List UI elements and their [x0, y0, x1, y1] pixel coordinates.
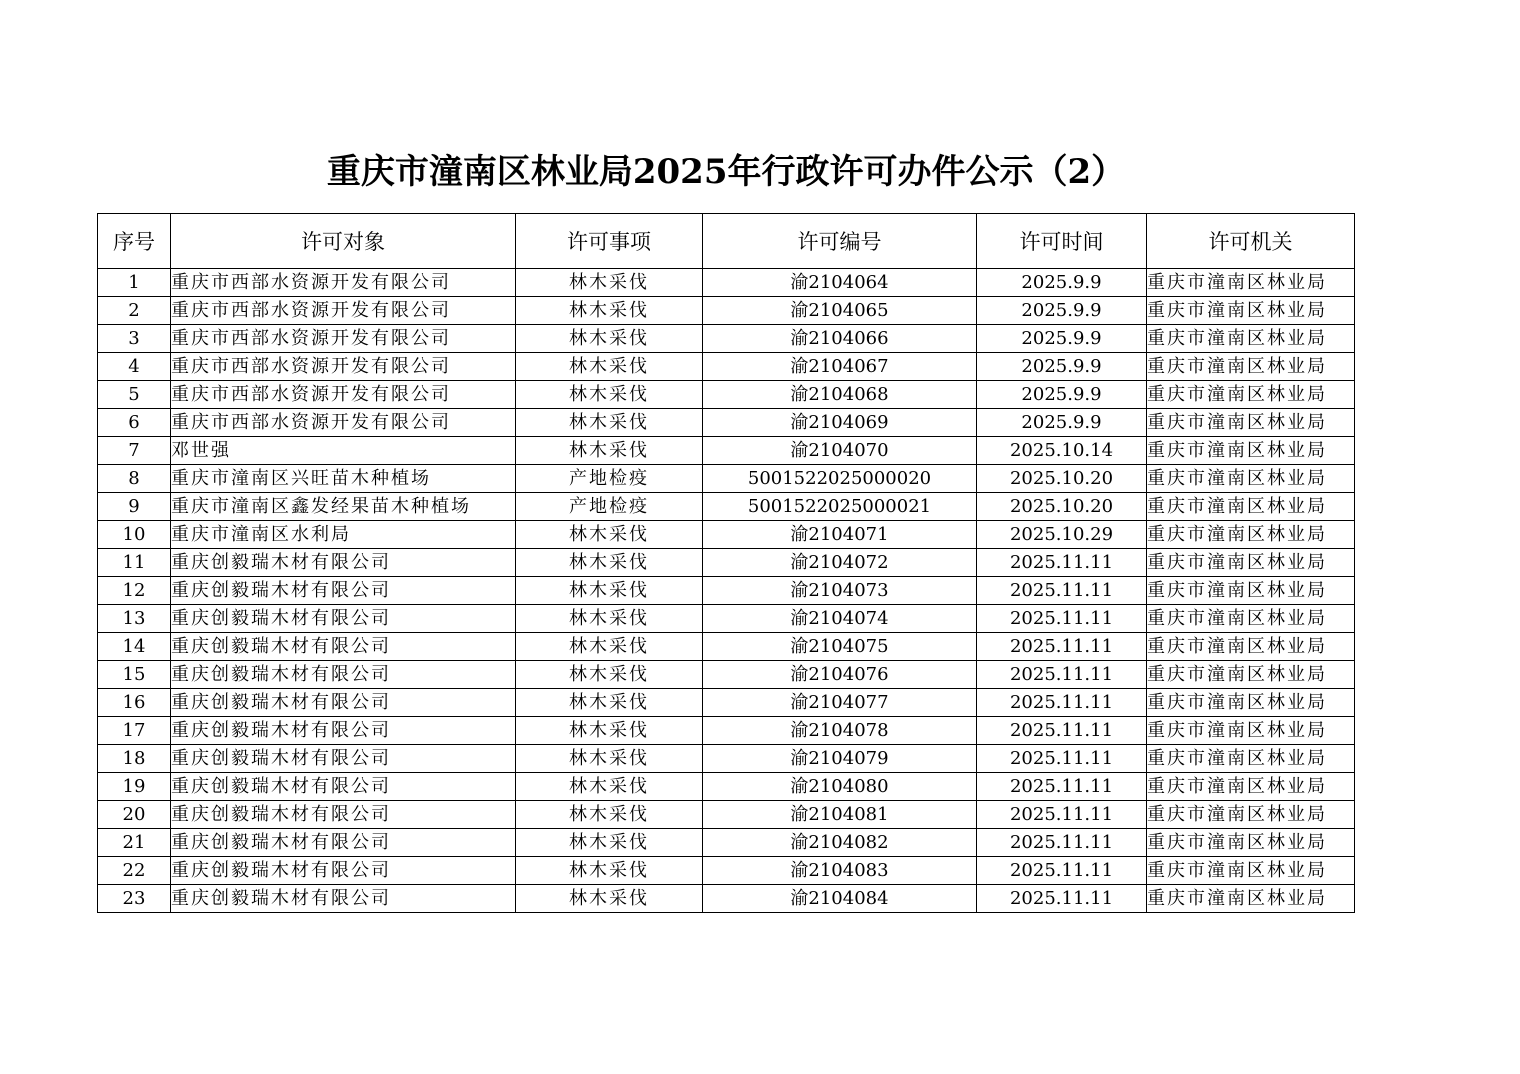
cell-index: 14: [98, 633, 171, 661]
cell-item: 林木采伐: [516, 409, 703, 437]
cell-authority: 重庆市潼南区林业局: [1147, 409, 1355, 437]
cell-item: 林木采伐: [516, 717, 703, 745]
cell-authority: 重庆市潼南区林业局: [1147, 745, 1355, 773]
cell-date: 2025.9.9: [977, 353, 1147, 381]
cell-object: 重庆创毅瑞木材有限公司: [171, 661, 516, 689]
cell-number: 渝2104064: [703, 269, 977, 297]
cell-object: 重庆市西部水资源开发有限公司: [171, 297, 516, 325]
cell-object: 重庆创毅瑞木材有限公司: [171, 857, 516, 885]
cell-object: 重庆创毅瑞木材有限公司: [171, 633, 516, 661]
cell-number: 5001522025000021: [703, 493, 977, 521]
cell-item: 林木采伐: [516, 801, 703, 829]
cell-date: 2025.11.11: [977, 829, 1147, 857]
cell-index: 18: [98, 745, 171, 773]
cell-index: 22: [98, 857, 171, 885]
header-object: 许可对象: [171, 214, 516, 269]
cell-date: 2025.10.14: [977, 437, 1147, 465]
cell-item: 林木采伐: [516, 829, 703, 857]
cell-object: 重庆市西部水资源开发有限公司: [171, 353, 516, 381]
cell-item: 林木采伐: [516, 437, 703, 465]
cell-number: 渝2104073: [703, 577, 977, 605]
cell-authority: 重庆市潼南区林业局: [1147, 521, 1355, 549]
cell-date: 2025.11.11: [977, 745, 1147, 773]
cell-authority: 重庆市潼南区林业局: [1147, 689, 1355, 717]
cell-object: 重庆创毅瑞木材有限公司: [171, 829, 516, 857]
cell-item: 林木采伐: [516, 325, 703, 353]
cell-object: 重庆市潼南区兴旺苗木种植场: [171, 465, 516, 493]
cell-object: 重庆创毅瑞木材有限公司: [171, 773, 516, 801]
cell-date: 2025.11.11: [977, 857, 1147, 885]
cell-item: 林木采伐: [516, 297, 703, 325]
table-row: [98, 297, 1355, 325]
cell-index: 15: [98, 661, 171, 689]
cell-date: 2025.10.20: [977, 465, 1147, 493]
cell-object: 重庆创毅瑞木材有限公司: [171, 549, 516, 577]
cell-date: 2025.9.9: [977, 297, 1147, 325]
cell-object: 重庆创毅瑞木材有限公司: [171, 605, 516, 633]
cell-index: 19: [98, 773, 171, 801]
cell-index: 11: [98, 549, 171, 577]
table-row: [98, 885, 1355, 913]
cell-number: 渝2104081: [703, 801, 977, 829]
cell-item: 林木采伐: [516, 661, 703, 689]
cell-date: 2025.11.11: [977, 717, 1147, 745]
cell-date: 2025.11.11: [977, 605, 1147, 633]
header-date: 许可时间: [977, 214, 1147, 269]
cell-date: 2025.11.11: [977, 633, 1147, 661]
cell-date: 2025.11.11: [977, 549, 1147, 577]
table-row: [98, 605, 1355, 633]
cell-item: 林木采伐: [516, 521, 703, 549]
cell-number: 渝2104075: [703, 633, 977, 661]
table-row: [98, 661, 1355, 689]
cell-index: 21: [98, 829, 171, 857]
cell-authority: 重庆市潼南区林业局: [1147, 297, 1355, 325]
cell-authority: 重庆市潼南区林业局: [1147, 493, 1355, 521]
table-row: [98, 577, 1355, 605]
cell-object: 重庆市西部水资源开发有限公司: [171, 269, 516, 297]
table-row: [98, 521, 1355, 549]
cell-authority: 重庆市潼南区林业局: [1147, 437, 1355, 465]
cell-item: 林木采伐: [516, 269, 703, 297]
cell-number: 渝2104080: [703, 773, 977, 801]
cell-authority: 重庆市潼南区林业局: [1147, 661, 1355, 689]
cell-index: 4: [98, 353, 171, 381]
cell-date: 2025.11.11: [977, 661, 1147, 689]
cell-object: 重庆市西部水资源开发有限公司: [171, 325, 516, 353]
cell-index: 20: [98, 801, 171, 829]
cell-index: 16: [98, 689, 171, 717]
cell-number: 渝2104066: [703, 325, 977, 353]
cell-index: 9: [98, 493, 171, 521]
cell-item: 林木采伐: [516, 885, 703, 913]
table-body: [98, 269, 1355, 913]
cell-authority: 重庆市潼南区林业局: [1147, 801, 1355, 829]
cell-authority: 重庆市潼南区林业局: [1147, 381, 1355, 409]
cell-object: 重庆市潼南区鑫发经果苗木种植场: [171, 493, 516, 521]
cell-date: 2025.11.11: [977, 577, 1147, 605]
cell-index: 10: [98, 521, 171, 549]
cell-item: 产地检疫: [516, 465, 703, 493]
cell-object: 重庆市潼南区水利局: [171, 521, 516, 549]
table-row: [98, 381, 1355, 409]
cell-authority: 重庆市潼南区林业局: [1147, 857, 1355, 885]
cell-number: 渝2104065: [703, 297, 977, 325]
cell-item: 林木采伐: [516, 353, 703, 381]
cell-number: 渝2104082: [703, 829, 977, 857]
cell-authority: 重庆市潼南区林业局: [1147, 633, 1355, 661]
table-row: [98, 549, 1355, 577]
cell-authority: 重庆市潼南区林业局: [1147, 829, 1355, 857]
cell-item: 林木采伐: [516, 773, 703, 801]
cell-item: 林木采伐: [516, 857, 703, 885]
cell-date: 2025.10.20: [977, 493, 1147, 521]
cell-index: 5: [98, 381, 171, 409]
header-index: 序号: [98, 214, 171, 269]
cell-date: 2025.10.29: [977, 521, 1147, 549]
header-number: 许可编号: [703, 214, 977, 269]
table-row: [98, 717, 1355, 745]
cell-number: 渝2104070: [703, 437, 977, 465]
cell-number: 渝2104083: [703, 857, 977, 885]
cell-number: 渝2104084: [703, 885, 977, 913]
cell-number: 渝2104072: [703, 549, 977, 577]
table-row: [98, 325, 1355, 353]
cell-authority: 重庆市潼南区林业局: [1147, 353, 1355, 381]
table-row: [98, 633, 1355, 661]
cell-number: 渝2104068: [703, 381, 977, 409]
cell-item: 林木采伐: [516, 633, 703, 661]
table-row: [98, 829, 1355, 857]
cell-authority: 重庆市潼南区林业局: [1147, 885, 1355, 913]
cell-object: 重庆创毅瑞木材有限公司: [171, 717, 516, 745]
cell-item: 林木采伐: [516, 577, 703, 605]
cell-authority: 重庆市潼南区林业局: [1147, 577, 1355, 605]
table-row: [98, 773, 1355, 801]
cell-object: 邓世强: [171, 437, 516, 465]
cell-authority: 重庆市潼南区林业局: [1147, 269, 1355, 297]
cell-date: 2025.11.11: [977, 773, 1147, 801]
cell-object: 重庆市西部水资源开发有限公司: [171, 381, 516, 409]
cell-date: 2025.9.9: [977, 409, 1147, 437]
cell-index: 23: [98, 885, 171, 913]
header-authority: 许可机关: [1147, 214, 1355, 269]
cell-index: 13: [98, 605, 171, 633]
cell-number: 5001522025000020: [703, 465, 977, 493]
cell-number: 渝2104079: [703, 745, 977, 773]
table-row: [98, 493, 1355, 521]
cell-number: 渝2104077: [703, 689, 977, 717]
cell-index: 2: [98, 297, 171, 325]
table-row: [98, 353, 1355, 381]
cell-date: 2025.9.9: [977, 325, 1147, 353]
table-row: [98, 409, 1355, 437]
cell-number: 渝2104078: [703, 717, 977, 745]
cell-authority: 重庆市潼南区林业局: [1147, 465, 1355, 493]
cell-index: 6: [98, 409, 171, 437]
cell-date: 2025.9.9: [977, 381, 1147, 409]
cell-date: 2025.11.11: [977, 689, 1147, 717]
cell-authority: 重庆市潼南区林业局: [1147, 325, 1355, 353]
table-row: [98, 689, 1355, 717]
cell-index: 7: [98, 437, 171, 465]
cell-index: 1: [98, 269, 171, 297]
cell-number: 渝2104076: [703, 661, 977, 689]
cell-date: 2025.9.9: [977, 269, 1147, 297]
cell-item: 林木采伐: [516, 381, 703, 409]
header-item: 许可事项: [516, 214, 703, 269]
cell-item: 林木采伐: [516, 745, 703, 773]
table-row: [98, 801, 1355, 829]
table-row: [98, 857, 1355, 885]
cell-authority: 重庆市潼南区林业局: [1147, 773, 1355, 801]
table-row: [98, 269, 1355, 297]
cell-date: 2025.11.11: [977, 801, 1147, 829]
cell-date: 2025.11.11: [977, 885, 1147, 913]
table-row: [98, 437, 1355, 465]
cell-object: 重庆创毅瑞木材有限公司: [171, 801, 516, 829]
table-row: [98, 745, 1355, 773]
cell-index: 3: [98, 325, 171, 353]
cell-object: 重庆创毅瑞木材有限公司: [171, 577, 516, 605]
cell-index: 17: [98, 717, 171, 745]
table-row: [98, 465, 1355, 493]
cell-object: 重庆创毅瑞木材有限公司: [171, 745, 516, 773]
cell-object: 重庆市西部水资源开发有限公司: [171, 409, 516, 437]
cell-authority: 重庆市潼南区林业局: [1147, 717, 1355, 745]
cell-index: 12: [98, 577, 171, 605]
cell-number: 渝2104069: [703, 409, 977, 437]
cell-number: 渝2104071: [703, 521, 977, 549]
cell-item: 林木采伐: [516, 605, 703, 633]
cell-authority: 重庆市潼南区林业局: [1147, 605, 1355, 633]
cell-authority: 重庆市潼南区林业局: [1147, 549, 1355, 577]
table-header-row: [98, 214, 1355, 269]
cell-item: 产地检疫: [516, 493, 703, 521]
cell-index: 8: [98, 465, 171, 493]
cell-item: 林木采伐: [516, 689, 703, 717]
permit-table: [97, 213, 1355, 913]
cell-object: 重庆创毅瑞木材有限公司: [171, 689, 516, 717]
cell-number: 渝2104067: [703, 353, 977, 381]
cell-number: 渝2104074: [703, 605, 977, 633]
cell-object: 重庆创毅瑞木材有限公司: [171, 885, 516, 913]
cell-item: 林木采伐: [516, 549, 703, 577]
page-title: 重庆市潼南区林业局2025年行政许可办件公示（2）: [326, 152, 1126, 192]
